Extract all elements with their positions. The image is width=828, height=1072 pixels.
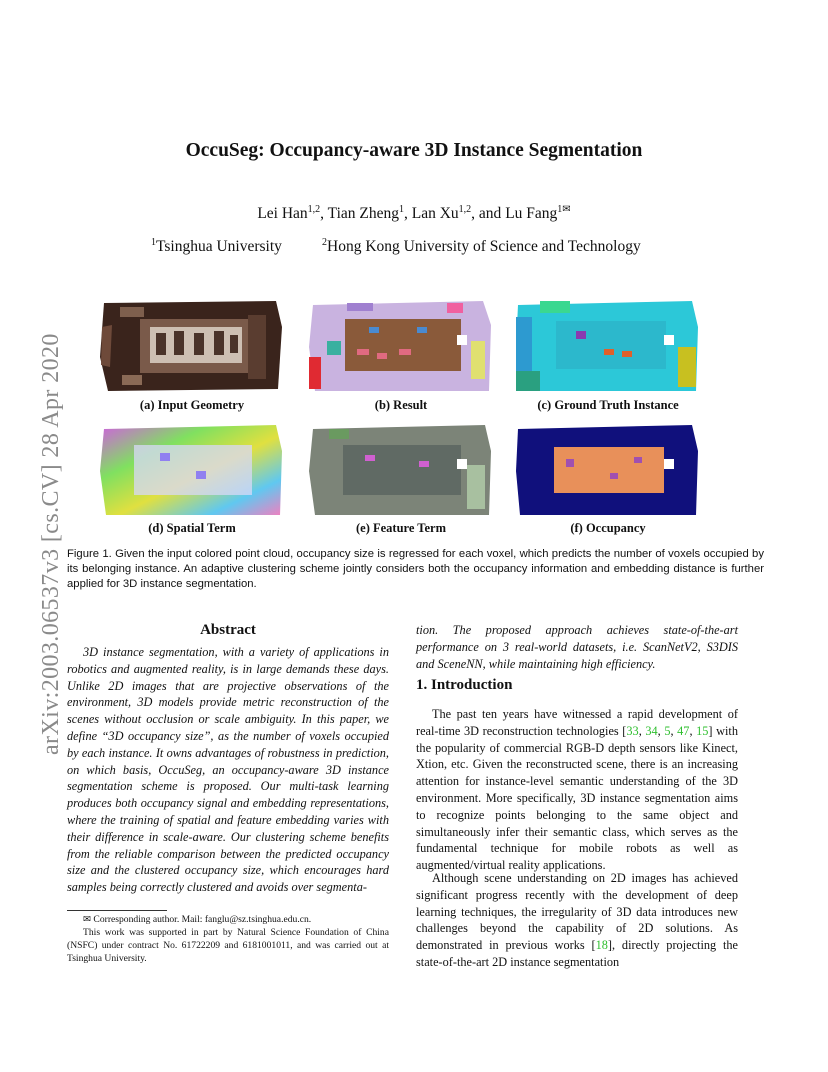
subcaption-b: (b) Result xyxy=(374,398,428,412)
intro-text: The past ten years have witnessed a rapid development of real-time 3D reconstruction technologies [ xyxy=(416,707,738,738)
author-name: Lan Xu xyxy=(411,205,459,222)
author-affil-mark: 1,2 xyxy=(458,204,472,215)
subcaption-a: (a) Input Geometry xyxy=(139,398,245,412)
author-separator: , xyxy=(320,205,328,222)
author-separator: , and xyxy=(471,205,506,222)
author-name: Lu Fang xyxy=(505,205,558,222)
affil-name: Tsinghua University xyxy=(156,238,282,255)
figure-panel-spatial-term xyxy=(98,421,286,519)
citation-link[interactable]: 5 xyxy=(664,723,671,738)
citation-link[interactable]: 34 xyxy=(645,723,658,738)
author-affil-mark: 1,2 xyxy=(307,204,321,215)
figure-panel-result xyxy=(307,297,495,395)
affiliation-1 xyxy=(151,238,282,256)
abstract-body: 3D instance segmentation, with a variety of applications in robotics and augmented reality, is in large demands these days. Unlike 2D images that are projective observations of the environment, 3D models provide metric reconstruction of the scenes without occlusion or scale ambiguity. In this paper, we define “3D occupancy size”, as the number of voxels occupied by each instance. It owns advantages of robustness in prediction, on which basis, OccuSeg, an occupancy-aware 3D instance segmentation scheme is proposed. Our multi-task learning produces both occupancy signal and embedding representations, where the training of spatial and feature embedding varies with their difference in scale-aware. Our clustering scheme benefits from the reliable comparison between the predicted occupancy size and the clustered occupancy size, which encourages hard samples being correctly clustered and avoids over segmenta- xyxy=(67,645,389,895)
subcaption-e: (e) Feature Term xyxy=(355,521,446,535)
affiliation-2 xyxy=(322,238,641,256)
paper-title: OccuSeg: Occupancy-aware 3D Instance Segmentation xyxy=(185,140,643,161)
affil-mark: 1 xyxy=(151,237,156,248)
figure-caption: Figure 1. Given the input colored point cloud, occupancy size is regressed for each voxel, which predicts the number of voxels occupied by its belonging instance. An adaptive clustering scheme jointly considers both the occupancy information and embedding distance is further applied for 3D instance segmentation. xyxy=(67,548,764,590)
author-name: Tian Zheng xyxy=(327,205,399,222)
intro-text: Although scene understanding on 2D images has achieved significant progress recently with the development of deep learning techniques, the irregularity of 3D data introduces new challenges beyond the capability of 2D solutions. As demonstrated in previous works [ xyxy=(416,871,738,953)
arxiv-identifier: arXiv:2003.06537v3 [cs.CV] 28 Apr 2020 xyxy=(38,333,64,755)
citation-link[interactable]: 33 xyxy=(626,723,639,738)
affil-mark: 2 xyxy=(322,237,327,248)
figure-panel-occupancy xyxy=(514,421,702,519)
citation-link[interactable]: 47 xyxy=(677,723,690,738)
section-heading-introduction: 1. Introduction xyxy=(416,677,513,693)
affil-name: Hong Kong University of Science and Technology xyxy=(327,238,641,255)
citation-link[interactable]: 18 xyxy=(595,938,608,953)
footnote-funding: This work was supported in part by Natural Science Foundation of China (NSFC) under contract No. 61722209 and 6181001011, and was carried out at Tsinghua University. xyxy=(67,927,389,965)
subcaption-f: (f) Occupancy xyxy=(570,521,646,535)
intro-paragraph-1: The past ten years have witnessed a rapid development of real-time 3D reconstruction technologies [33, 34, 5, 47, 15] with the popularity of commercial RGB-D depth sensors like Kinect, Xtion, etc. Given the reconstructed scene, there is an increasing attention for instance-level semantic understanding of the 3D environment. More specifically, 3D instance segmentation aims to recognize points belonging to the same object and simultaneously infer their semantic class, which serves as the fundamental technique for mobile robots as well as augmented/virtual reality applications. xyxy=(416,707,738,873)
author-list xyxy=(0,205,828,223)
footnote-rule xyxy=(67,910,167,911)
subcaption-c: (c) Ground Truth Instance xyxy=(537,398,679,412)
figure-panel-feature-term xyxy=(307,421,495,519)
abstract-heading: Abstract xyxy=(200,622,256,638)
subcaption-d: (d) Spatial Term xyxy=(148,521,236,535)
figure-panel-ground-truth xyxy=(514,297,702,395)
footnote-corresponding: ✉ Corresponding author. Mail: fanglu@sz.tsinghua.edu.cn. xyxy=(83,914,312,925)
intro-text: ] with the popularity of commercial RGB-D depth sensors like Kinect, Xtion, etc. Given the reconstructed scene, there is an increasing attention for instance-level semantic understanding of the 3D environment. More specifically, 3D instance segmentation aims to recognize points belonging to the same object and simultaneously infer their semantic class, which serves as the fundamental technique for mobile robots as well as augmented/virtual reality applications. xyxy=(416,723,738,873)
intro-paragraph-2 xyxy=(416,870,738,971)
intro-text: ], directly projecting the state-of-the-art 2D instance segmentation xyxy=(416,938,739,969)
figure-panel-input-geometry xyxy=(98,297,286,395)
author-affil-mark: 1 xyxy=(399,204,404,215)
citation-link[interactable]: 15 xyxy=(696,723,709,738)
abstract-continuation: tion. The proposed approach achieves state-of-the-art performance on 3 real-world datasets, i.e. ScanNetV2, S3DIS and SceneNN, while maintaining high efficiency. xyxy=(416,623,738,671)
author-affil-mark: 1✉ xyxy=(557,204,571,215)
author-name: Lei Han xyxy=(257,205,308,222)
author-separator: , xyxy=(404,205,412,222)
